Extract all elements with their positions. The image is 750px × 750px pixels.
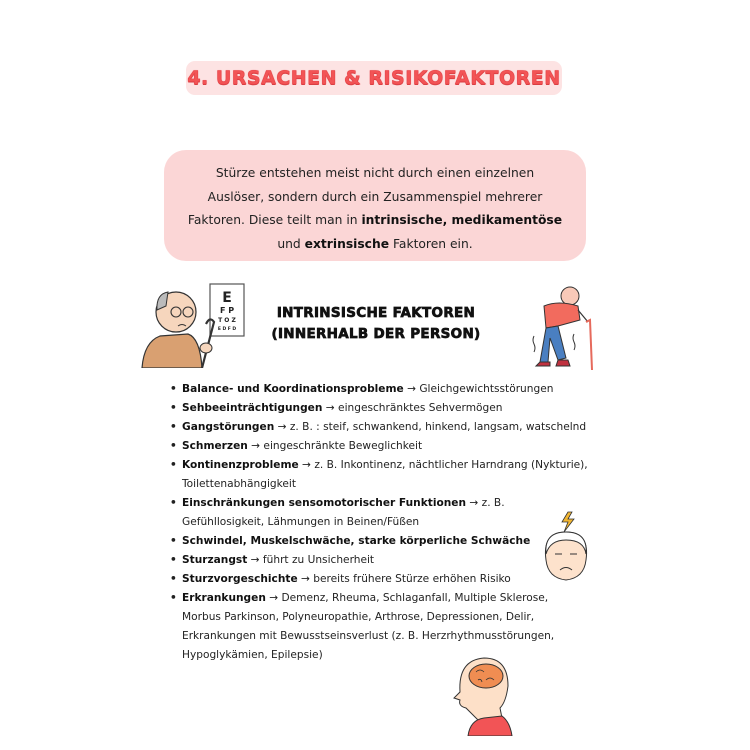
svg-text:F P: F P bbox=[219, 306, 235, 315]
intro-bold: intrinsische, medikamentöse bbox=[361, 213, 563, 227]
list-item: • Einschränkungen sensomotorischer Funktionen → z. B. Gefühllosigkeit, Lähmungen in Beinen/Füßen bbox=[168, 494, 588, 532]
list-item: • Sturzangst → führt zu Unsicherheit bbox=[168, 551, 588, 570]
dizzy-face-illustration bbox=[540, 510, 592, 584]
intro-line: Stürze entstehen meist nicht durch einen einzelnen bbox=[215, 166, 535, 180]
list-item: • Schwindel, Muskelschwäche, starke körperliche Schwäche bbox=[168, 532, 588, 551]
list-item: • Sturzvorgeschichte → bereits frühere Stürze erhöhen Risiko bbox=[168, 570, 588, 589]
svg-text:E D F D: E D F D bbox=[217, 327, 237, 332]
list-item: • Schmerzen → eingeschränkte Beweglichkeit bbox=[168, 437, 588, 456]
list-item: • Gangstörungen → z. B. : steif, schwankend, hinkend, langsam, watschelnd bbox=[168, 418, 588, 437]
intro-line bbox=[180, 209, 570, 233]
list-item: • Balance- und Koordinationsprobleme → Gleichgewichtsstörungen bbox=[168, 380, 588, 399]
head-brain-illustration bbox=[448, 654, 518, 736]
section-title-line: INTRINSISCHE FAKTOREN bbox=[276, 305, 476, 321]
intrinsic-factors-list bbox=[168, 380, 588, 665]
page-title: 4. URSACHEN & RISIKOFAKTOREN bbox=[187, 67, 561, 89]
elderly-man-eye-chart-illustration bbox=[138, 282, 253, 368]
list-item: • Kontinenzprobleme → z. B. Inkontinenz, nächtlicher Harndrang (Nykturie), Toilettenabhängigkeit bbox=[168, 456, 588, 494]
list-item: • Sehbeeinträchtigungen → eingeschränktes Sehvermögen bbox=[168, 399, 588, 418]
intro-text: Faktoren. Diese teilt man in bbox=[187, 213, 362, 227]
section-title bbox=[258, 303, 494, 345]
man-with-cane-illustration bbox=[528, 286, 600, 372]
eye-chart-letter: E bbox=[222, 290, 232, 306]
intro-box bbox=[164, 150, 586, 261]
intro-line: Auslöser, sondern durch ein Zusammenspiel mehrerer bbox=[207, 189, 543, 204]
svg-text:T O Z: T O Z bbox=[218, 317, 236, 324]
title-banner bbox=[186, 61, 562, 95]
intro-bold: extrinsische bbox=[304, 236, 390, 251]
section-title-line: (INNERHALB DER PERSON) bbox=[271, 326, 481, 342]
list-item: • Erkrankungen → Demenz, Rheuma, Schlaganfall, Multiple Sklerose, Morbus Parkinson, Polyneuropathie, Arthrose, Depressionen, Delir, Erkrankungen mit Bewusstseinsverlust (z. B. Herzrhythmusstörungen, Hypoglykämien, Epilepsie) bbox=[168, 589, 588, 665]
intro-text: Faktoren ein. bbox=[389, 236, 473, 251]
intro-line bbox=[180, 233, 570, 257]
intro-text: und bbox=[277, 236, 305, 251]
